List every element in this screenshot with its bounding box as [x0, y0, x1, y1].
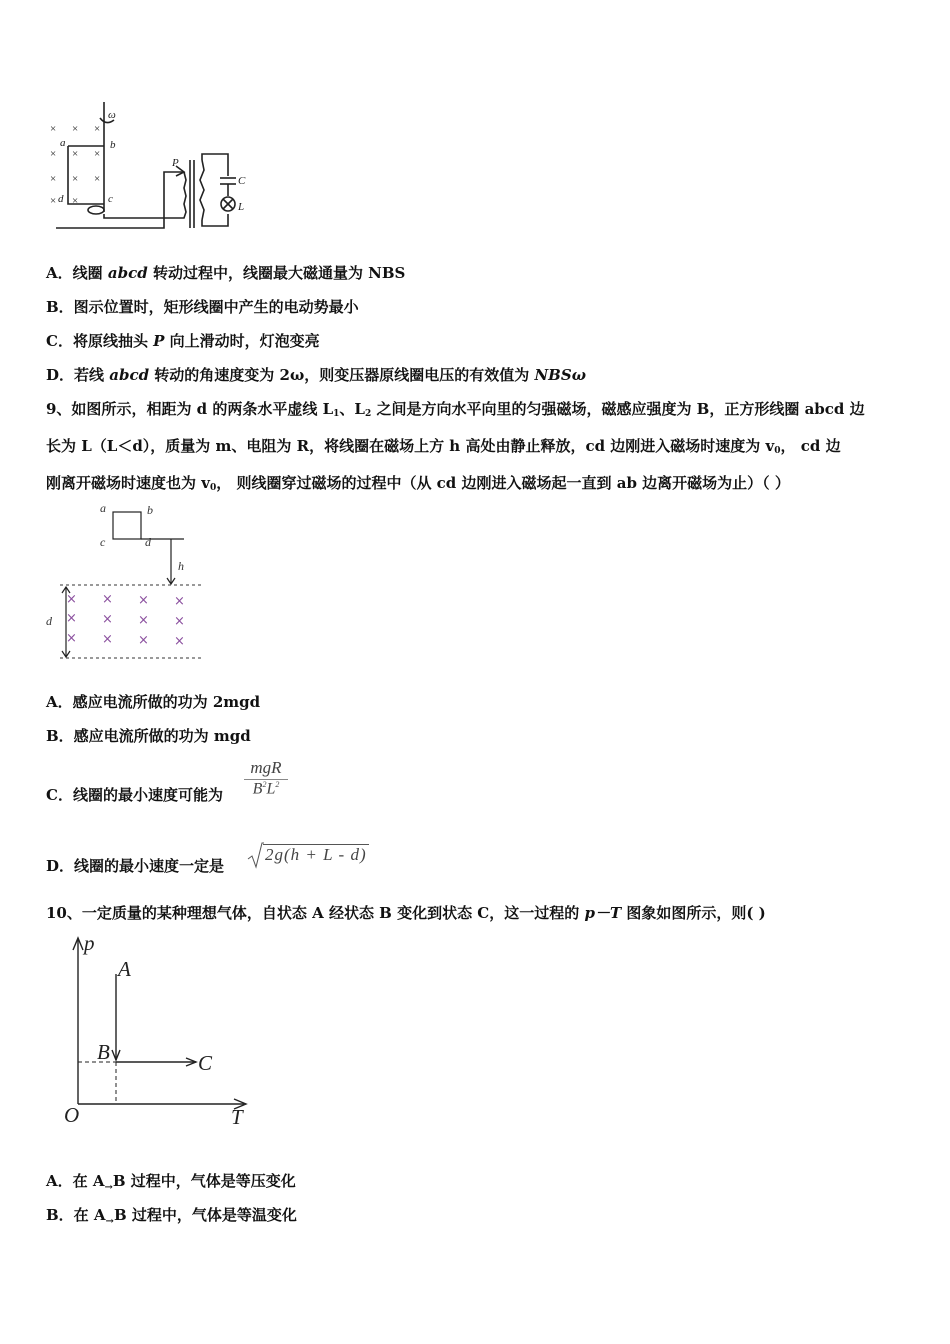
q9-label-d-corner: d — [145, 535, 151, 549]
q10-option-b: B．在 $A_\to B$ 过程中，气体是等温变化 — [46, 1206, 297, 1227]
q9-field-cross: × — [66, 631, 77, 646]
q9-field-cross: × — [102, 592, 113, 607]
q9-label-a: a — [100, 501, 106, 515]
q9-label-b: b — [147, 503, 153, 517]
q10-axis-p: p — [84, 932, 95, 955]
q8-label-lamp: L — [238, 201, 245, 213]
q8-label-a: a — [60, 137, 66, 149]
q9-label-d-gap: d — [46, 614, 52, 628]
q8-field-cross: × — [94, 123, 101, 135]
q9-magnetic-field-figure — [40, 500, 220, 665]
q10-point-c: C — [198, 1051, 213, 1075]
q9-field-cross: × — [138, 593, 149, 608]
q8-field-cross: × — [50, 173, 57, 185]
q10-option-a: A．在 $A_\to B$ 过程中，气体是等压变化 — [46, 1172, 296, 1193]
q8-label-d: d — [58, 193, 64, 205]
q8-label-p: P — [172, 157, 179, 169]
q9-option-c-fraction: mgR $B^2L^2$ — [244, 758, 288, 798]
q8-option-c: C．将原线抽头 P 向上滑动时，灯泡变亮 — [46, 332, 320, 350]
q8-field-cross: × — [72, 195, 79, 207]
q9-label-h: h — [178, 559, 184, 573]
q9-field-cross: × — [138, 633, 149, 648]
q9-field-cross: × — [66, 611, 77, 626]
q8-option-b: B．图示位置时，矩形线圈中产生的电动势最小 — [46, 298, 359, 316]
q10-origin: O — [64, 1103, 80, 1127]
q8-field-cross: × — [50, 195, 57, 207]
q9-field-cross: × — [102, 632, 113, 647]
q9-label-c: c — [100, 535, 106, 549]
q9-stem-line1: 9、如图所示，相距为 d 的两条水平虚线 $L_1$、$L_2$ 之间是方向水平向里的匀强磁场，磁感应强度为 B，正方形线圈 abcd 边 — [46, 400, 865, 419]
q9-option-c: C．线圈的最小速度可能为 — [46, 786, 223, 804]
q9-field-cross: × — [174, 634, 185, 649]
q9-field-cross: × — [102, 612, 113, 627]
q9-option-a: A．感应电流所做的功为 2mgd — [46, 693, 261, 711]
q8-circuit-figure — [44, 100, 264, 236]
q8-field-cross: × — [50, 148, 57, 160]
q10-stem: 10、一定质量的某种理想气体，自状态 A 经状态 B 变化到状态 C，这一过程的 p－T 图象如图所示，则( ) — [46, 904, 766, 922]
q8-label-b: b — [110, 139, 116, 151]
q9-field-cross: × — [66, 592, 77, 607]
q8-omega-label: ω — [108, 109, 116, 121]
q8-field-cross: × — [72, 123, 79, 135]
q8-field-cross: × — [50, 123, 57, 135]
q8-field-cross: × — [72, 148, 79, 160]
q9-field-cross: × — [174, 614, 185, 629]
q8-field-cross: × — [72, 173, 79, 185]
q10-p-t-graph — [58, 932, 258, 1132]
q10-point-a: A — [118, 957, 131, 981]
q9-option-b: B．感应电流所做的功为 mgd — [46, 727, 251, 745]
q8-option-a: A．线圈 abcd 转动过程中，线圈最大磁通量为 NBS — [46, 264, 406, 282]
q10-point-b: B — [97, 1040, 110, 1064]
q8-label-cap: C — [238, 175, 246, 187]
q8-option-d: D．若线 abcd 转动的角速度变为 2ω，则变压器原线圈电压的有效值为 NBSω — [46, 366, 586, 384]
q9-field-cross: × — [174, 594, 185, 609]
q9-field-cross: × — [138, 613, 149, 628]
q9-stem-line2: 长为 L（L＜d），质量为 m、电阻为 R，将线圈在磁场上方 h 高处由静止释放，cd 边刚进入磁场时速度为 $v_0$， cd 边 — [46, 437, 841, 456]
q9-option-d: D．线圈的最小速度一定是 — [46, 857, 225, 875]
q9-stem-line3: 刚离开磁场时速度也为 $v_0$， 则线圈穿过磁场的过程中（从 cd 边刚进入磁场起一直到 ab 边离开磁场为止）（ ） — [46, 474, 790, 493]
q10-axis-t: T — [231, 1105, 243, 1129]
q8-field-cross: × — [94, 173, 101, 185]
q8-label-c: c — [108, 193, 113, 205]
q8-field-cross: × — [94, 148, 101, 160]
